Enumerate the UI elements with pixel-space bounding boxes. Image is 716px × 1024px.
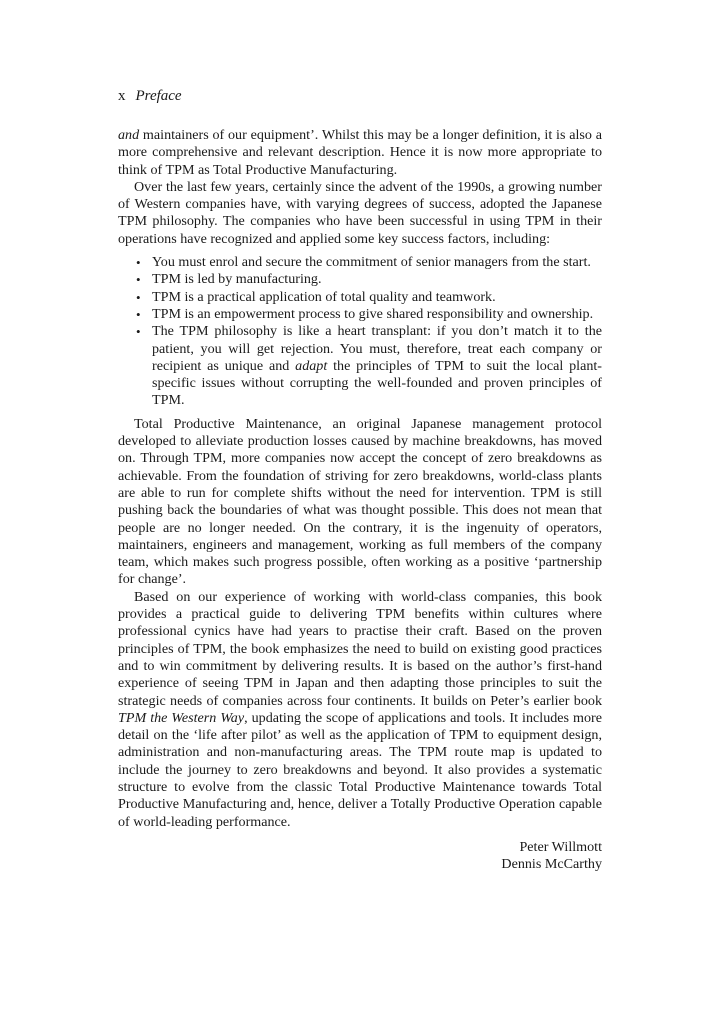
page-number: x <box>118 88 126 104</box>
paragraph-1-italic-lead: and <box>118 127 140 143</box>
paragraph-3: Total Productive Maintenance, an original Japanese management protocol developed to alleviate production losses caused by machine breakdowns, has moved on. Through TPM, more companies now accept the concept of zero breakdowns as achievable. From the foundation of striving for zero breakdowns, world-class plants are able to run for complete shifts without the need for intervention. TPM is still pushing back the boundaries of what was thought possible. This does not mean that people are no longer needed. On the contrary, it is the ingenuity of operators, maintainers, engineers and management, working as full members of the company team, which makes such progress possible, often working as a positive ‘partnership for change’. <box>118 415 602 588</box>
list-item-text: TPM is led by manufacturing. <box>152 271 322 288</box>
section-title: Preface <box>135 88 182 104</box>
bullet-icon: • <box>136 306 141 322</box>
bullet-icon: • <box>136 324 141 340</box>
list-item-text: You must enrol and secure the commitment of senior managers from the start. <box>152 254 591 271</box>
preface-body <box>118 127 602 873</box>
author-name: Dennis McCarthy <box>501 856 602 873</box>
list-item <box>136 271 602 288</box>
list-item <box>136 288 602 306</box>
author-name: Peter Willmott <box>519 838 602 855</box>
paragraph-2: Over the last few years, certainly since the advent of the 1990s, a growing number of Western companies have, with varying degrees of success, adopted the Japanese TPM philosophy. The companies who have been successful in using TPM in their operations have recognized and applied some key success factors, including: <box>118 178 602 247</box>
paragraph-1 <box>118 127 602 179</box>
bullet-icon: • <box>136 289 141 305</box>
list-item-text: the principles of TPM to suit the local plant-specific issues without corrupting the well-founded and proven principles of TPM. <box>152 357 602 409</box>
list-item-text: TPM is an empowerment process to give shared responsibility and ownership. <box>152 305 594 322</box>
paragraph-4-text: Based on our experience of working with world-class companies, this book provides a practical guide to delivering TPM benefits within cultures where professional cynics have had years to practise their craft. Based on the proven principles of TPM, the book emphasizes the need to build on existing good practices and to win commitment by delivering results. It is based on the author’s first-hand experience of seeing TPM in Japan and then adapting those principles to suit the strategic needs of companies across four continents. It builds on Peter’s earlier book <box>118 588 602 709</box>
book-title-italic: TPM the Western Way <box>118 709 245 726</box>
running-header <box>118 86 182 106</box>
paragraph-4 <box>118 589 602 831</box>
paragraph-1-text: maintainers of our equipment’. Whilst this may be a longer definition, it is also a more comprehensive and relevant description. Hence it is now more appropriate to think of TPM as Total Productive Manufacturing. <box>118 127 602 178</box>
bullet-icon: • <box>136 272 141 288</box>
list-item <box>136 323 602 409</box>
list-item-text: TPM is a practical application of total quality and teamwork. <box>152 288 496 305</box>
signature-block <box>118 839 602 874</box>
list-item-text: The TPM philosophy is like a heart transplant: if you don’t match it to the patient, you will get rejection. You must, therefore, treat each company or recipient as unique and <box>152 323 602 374</box>
list-item <box>136 254 602 271</box>
list-item <box>136 305 602 323</box>
paragraph-4-text: , updating the scope of applications and tools. It includes more detail on the ‘life after pilot’ as well as the application of TPM to equipment design, administration and non-manufacturing areas. The TPM route map is updated to include the journey to zero breakdowns and beyond. It also provides a systematic structure to evolve from the classic Total Productive Maintenance towards Total Productive Manufacturing and, hence, deliver a Totally Productive Operation capable of world-leading performance. <box>118 709 602 830</box>
bullet-icon: • <box>136 255 141 271</box>
list-item-italic: adapt <box>295 357 328 374</box>
success-factors-list <box>118 254 602 410</box>
